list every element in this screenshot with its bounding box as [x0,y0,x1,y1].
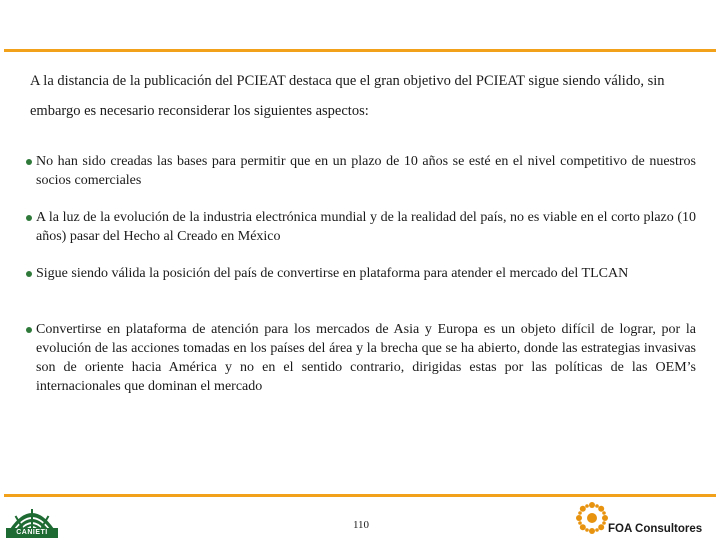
bullet-dot-icon [26,271,32,277]
page-number: 110 [352,519,370,531]
bottom-divider [4,494,716,497]
sun-logo-icon [574,500,610,536]
bullet-dot-icon [26,327,32,333]
list-item [26,152,696,190]
canieti-logo-label: CANIETI [6,528,58,538]
list-item [26,208,696,246]
intro-paragraph: A la distancia de la publicación del PCIEAT destaca que el gran objetivo del PCIEAT sigue siendo válido, sin embargo es necesario reconsiderar los siguientes aspectos: [30,73,665,119]
list-item [26,264,696,283]
list-item-text: Convertirse en plataforma de atención para los mercados de Asia y Europa es un objeto difícil de lograr, por la evolución de las acciones tomadas en los países del área y la brecha que se ha abierto, donde las estrategias invasivas son de oriente hacia América y no en el sentido contrario, dirigidas estas por las políticas de las OEM’s internacionales que dominan el mercado [36,322,696,394]
list-item-text: Sigue siendo válida la posición del país de convertirse en plataforma para atender el mercado del TLCAN [36,266,629,281]
bullet-dot-icon [26,159,32,165]
list-item-text: No han sido creadas las bases para permitir que en un plazo de 10 años se esté en el nivel competitivo de nuestros socios comerciales [36,154,696,188]
top-divider [4,49,716,52]
list-item [26,320,696,396]
list-item-text: A la luz de la evolución de la industria electrónica mundial y de la realidad del país, no es viable en el corto plazo (10 años) pasar del Hecho al Creado en México [36,210,696,244]
bullet-dot-icon [26,215,32,221]
company-name: FOA Consultores [608,523,703,535]
